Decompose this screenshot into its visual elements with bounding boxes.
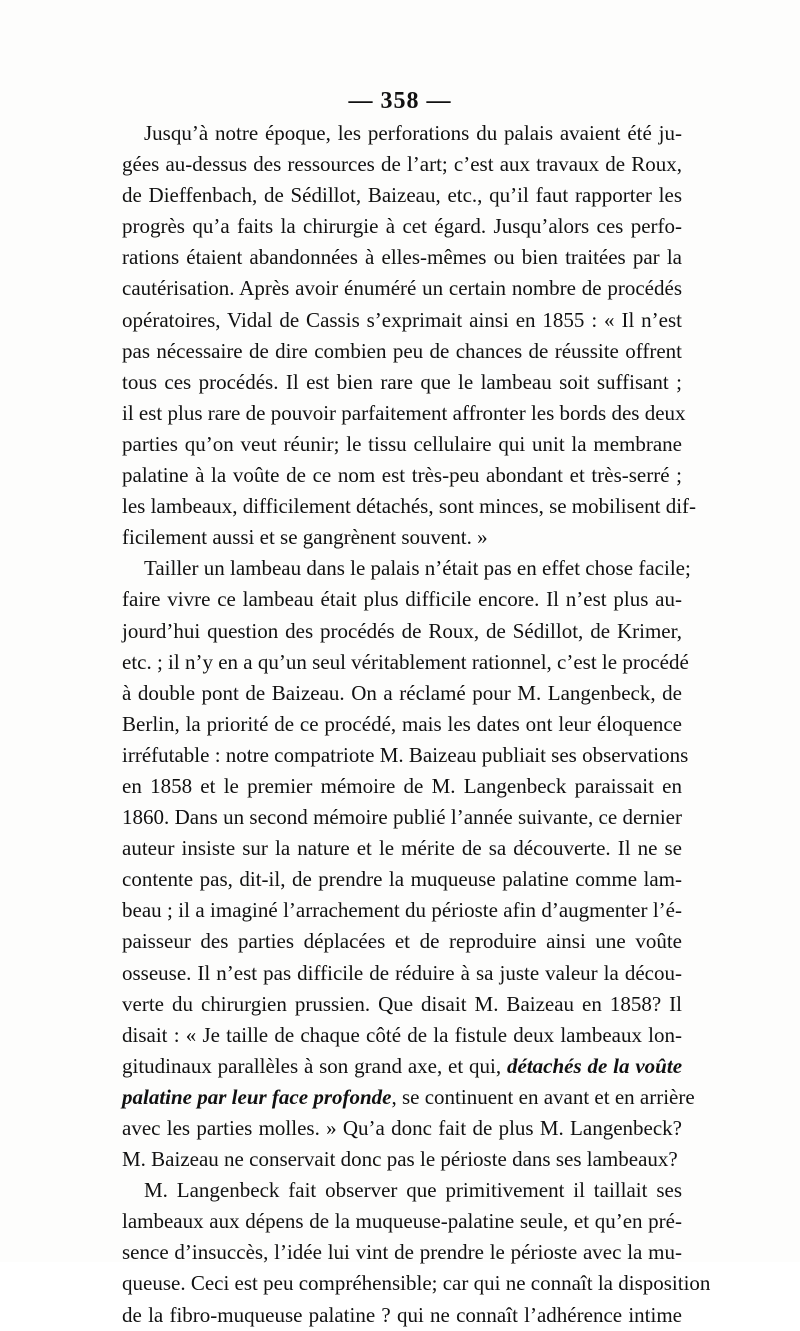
- text-line-mixed: [122, 1051, 682, 1082]
- text-line: il est plus rare de pouvoir parfaitement affronter les bords des deux: [122, 400, 686, 425]
- text-line: irréfutable : notre compatriote M. Baizeau publiait ses observations: [122, 742, 689, 767]
- text-line: etc. ; il n’y en a qu’un seul véritablement rationnel, c’est le procédé: [122, 649, 689, 674]
- text-line: pas nécessaire de dire combien peu de chances de réussite offrent: [122, 338, 682, 363]
- text-line: beau ; il a imaginé l’arrachement du périoste afin d’augmenter l’é-: [122, 898, 682, 923]
- italic-fragment: détachés de la voûte: [507, 1053, 683, 1078]
- text-line: paisseur des parties déplacées et de reproduire ainsi une voûte: [122, 929, 682, 954]
- body-text: [122, 118, 711, 1331]
- text-line: avec les parties molles. » Qu’a donc fait de plus M. Langenbeck?: [122, 1116, 682, 1140]
- text-line: osseuse. Il n’est pas difficile de réduire à sa juste valeur la décou-: [122, 960, 682, 985]
- text-line: cautérisation. Après avoir énuméré un certain nombre de procédés: [122, 276, 682, 301]
- text-line: en 1858 et le premier mémoire de M. Langenbeck paraissait en: [122, 773, 682, 798]
- text-line: de Dieffenbach, de Sédillot, Baizeau, etc., qu’il faut rapporter les: [122, 183, 682, 208]
- text-line: ficilement aussi et se gangrènent souvent. »: [122, 525, 488, 550]
- text-line: disait : « Je taille de chaque côté de la fistule deux lambeaux lon-: [122, 1022, 682, 1047]
- italic-fragment: palatine par leur face profonde: [122, 1084, 392, 1109]
- text-line-mixed: [122, 1082, 695, 1113]
- text-line: opératoires, Vidal de Cassis s’exprimait ainsi en 1855 : « Il n’est: [122, 307, 682, 332]
- text-line: parties qu’on veut réunir; le tissu cellulaire qui unit la membrane: [122, 431, 682, 456]
- text-fragment: gitudinaux parallèles à son grand axe, et qui,: [122, 1053, 502, 1078]
- text-line: auteur insiste sur la nature et le mérite de sa découverte. Il ne se: [122, 836, 682, 861]
- text-line: tous ces procédés. Il est bien rare que le lambeau soit suffisant ;: [122, 369, 682, 394]
- text-fragment: , se continuent en avant et en arrière: [391, 1084, 695, 1109]
- text-line: à double pont de Baizeau. On a réclamé pour M. Langenbeck, de: [122, 680, 682, 705]
- page-number: — 358 —: [348, 88, 452, 114]
- text-line: verte du chirurgien prussien. Que disait M. Baizeau en 1858? Il: [122, 991, 682, 1016]
- text-line: M. Langenbeck fait observer que primitivement il taillait ses: [144, 1178, 682, 1203]
- text-line: Berlin, la priorité de ce procédé, mais les dates ont leur éloquence: [122, 711, 682, 736]
- text-line: M. Baizeau ne conservait donc pas le périoste dans ses lambeaux?: [122, 1147, 678, 1172]
- text-line: faire vivre ce lambeau était plus difficile encore. Il n’est plus au-: [122, 587, 682, 612]
- text-line: lambeaux aux dépens de la muqueuse-palatine seule, et qu’en pré-: [122, 1209, 682, 1234]
- text-line: Jusqu’à notre époque, les perforations du palais avaient été ju-: [144, 121, 682, 145]
- text-line: 1860. Dans un second mémoire publié l’année suivante, ce dernier: [122, 805, 682, 830]
- text-line: progrès qu’a faits la chirurgie à cet égard. Jusqu’alors ces perfo-: [122, 214, 682, 239]
- text-line: queuse. Ceci est peu compréhensible; car qui ne connaît la disposition: [122, 1271, 711, 1296]
- text-line: gées au-dessus des ressources de l’art; c’est aux travaux de Roux,: [122, 152, 682, 177]
- text-line: rations étaient abandonnées à elles-mêmes ou bien traitées par la: [122, 245, 682, 270]
- text-line: sence d’insuccès, l’idée lui vint de prendre le périoste avec la mu-: [122, 1240, 682, 1265]
- text-line: contente pas, dit-il, de prendre la muqueuse palatine comme lam-: [122, 867, 682, 892]
- text-line: jourd’hui question des procédés de Roux, de Sédillot, de Krimer,: [122, 618, 682, 643]
- text-line: de la fibro-muqueuse palatine ? qui ne connaît l’adhérence intime: [122, 1302, 682, 1327]
- text-line: palatine à la voûte de ce nom est très-peu abondant et très-serré ;: [122, 463, 682, 488]
- text-line: Tailler un lambeau dans le palais n’était pas en effet chose facile;: [144, 556, 691, 581]
- text-line: les lambeaux, difficilement détachés, sont minces, se mobilisent dif-: [122, 494, 697, 519]
